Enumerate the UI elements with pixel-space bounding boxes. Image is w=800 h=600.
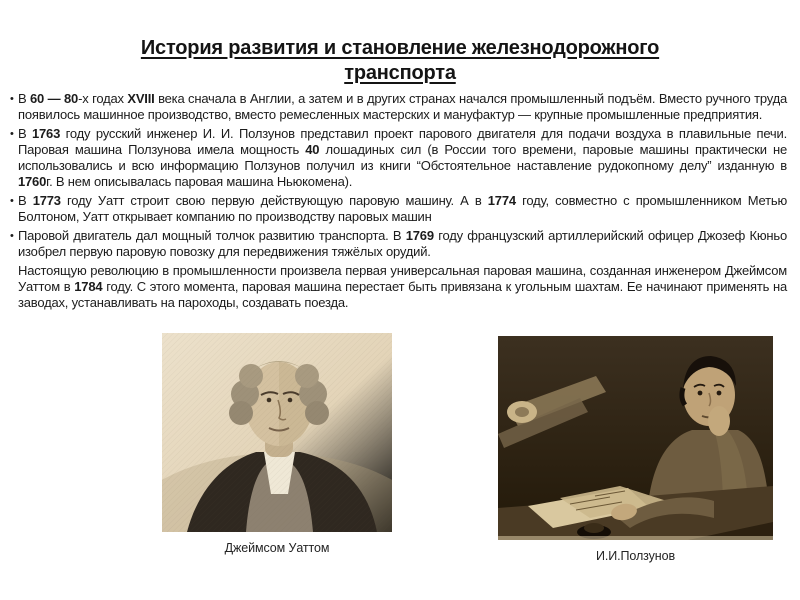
watt-caption: Джеймсом Уаттом [224, 541, 330, 555]
bold-text-run: 1769 [405, 228, 434, 243]
bold-text-run: 1760 [18, 174, 47, 189]
bulleted-paragraph [10, 91, 787, 123]
bullet-marker: • [10, 195, 14, 207]
text-run: году. С этого момента, паровая машина перестает быть привязана к угольным шахтам. Ее начинают применять на заводах, устанавливать на пароходы, создавать поезда. [18, 279, 787, 310]
text-run: году русский инженер И. И. Ползунов представил проект парового двигателя для подачи воздуха в плавильные печи. Паровая машина Ползунова имела мощность [18, 126, 787, 157]
polzunov-portrait-image [498, 336, 773, 540]
bold-text-run: 60 — 80 [30, 91, 79, 106]
slide-body [10, 91, 787, 314]
bold-text-run: 1773 [32, 193, 61, 208]
text-run: году Уатт строит свою первую действующую паровую машину. А в [60, 193, 488, 208]
text-run: году французский артиллерийский офицер Джозеф Кюньо изобрел первую паровую повозку для передвижения тяжёлых орудий. [18, 228, 787, 259]
bullet-marker: • [10, 128, 14, 140]
watt-portrait-image [162, 333, 392, 532]
bulleted-paragraph [10, 193, 787, 225]
bold-text-run: XVIII [127, 91, 155, 106]
slide-title: История развития и становление железнодорожного транспорта [140, 37, 660, 84]
bold-text-run: 1784 [74, 279, 103, 294]
bulleted-paragraph [10, 228, 787, 260]
text-run: В [18, 91, 31, 106]
text-run: Паровой двигатель дал мощный толчок развитию транспорта. В [18, 228, 406, 243]
text-run: В [18, 193, 33, 208]
text-run: В [18, 126, 32, 141]
polzunov-portrait-figure [498, 336, 773, 563]
text-run: году, совместно с промышленником Метью Болтоном, Уатт открывает компанию по производству паровых машин [18, 193, 787, 224]
paragraph [10, 263, 787, 311]
bulleted-paragraph [10, 126, 787, 190]
text-run: Настоящую революцию в промышленности произвела первая универсальная паровая машина, созданная инженером Джеймсом Уаттом в [18, 263, 787, 294]
bold-text-run: 1774 [487, 193, 516, 208]
text-run: лошадиных сил (в России того времени, паровые машины практически не использовались и всю информацию Ползунов получил из книги “Обстоятельное наставление рудокопному делу” изданную в [18, 142, 787, 173]
bold-text-run: 1763 [32, 126, 61, 141]
polzunov-caption: И.И.Ползунов [595, 549, 675, 563]
bold-text-run: 40 [305, 142, 320, 157]
watt-portrait-figure [162, 333, 392, 555]
text-run: -х годах [78, 91, 128, 106]
text-run: г. В нем описывалась паровая машина Ньюкомена). [46, 174, 353, 189]
bullet-marker: • [10, 93, 14, 105]
bullet-marker: • [10, 230, 14, 242]
text-run: века сначала в Англии, а затем и в других странах начался промышленный подъём. Вместо ручного труда появилось машинное производство, вместо ремесленных мастерских и мануфактур — крупные промышленные предприятия. [18, 91, 788, 122]
